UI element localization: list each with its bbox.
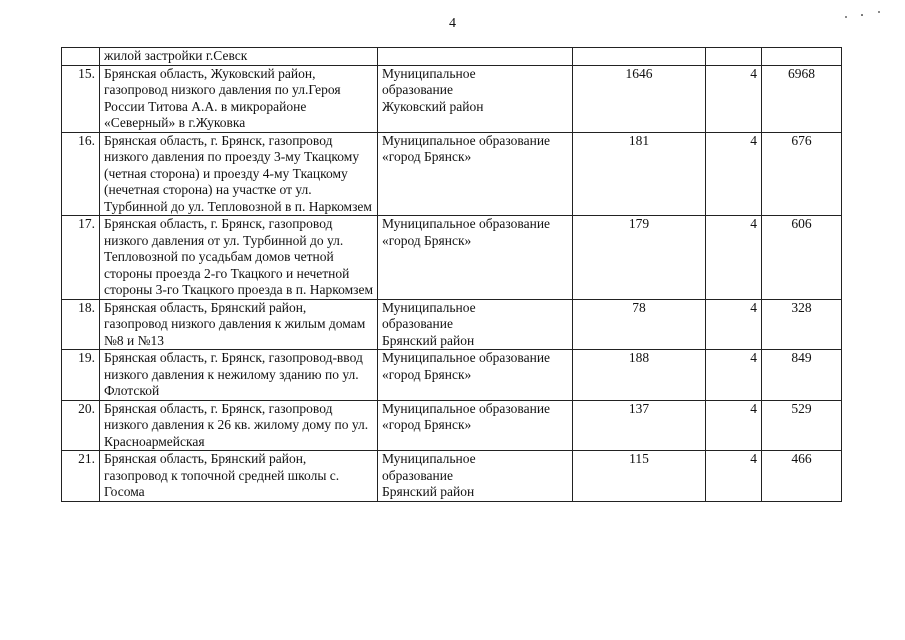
cell-pressure: 4	[706, 350, 762, 401]
table-body	[62, 48, 842, 502]
cell-address: жилой застройки г.Севск	[100, 48, 378, 66]
cell-num: 19.	[62, 350, 100, 401]
cell-address: Брянская область, г. Брянск, газопровод низкого давления по проезду 3-му Ткацкому (четная сторона) и проезду 4-му Ткацкому (нечетная сторона) на участке от ул. Турбинной до ул. Тепловозной в п. Наркомзем	[100, 132, 378, 216]
cell-cost: 529	[762, 400, 842, 451]
cell-num: 15.	[62, 65, 100, 132]
cell-length: 137	[573, 400, 706, 451]
cell-num: 17.	[62, 216, 100, 300]
cell-address: Брянская область, Брянский район, газопровод низкого давления к жилым домам №8 и №13	[100, 299, 378, 350]
cell-length: 115	[573, 451, 706, 502]
cell-pressure: 4	[706, 216, 762, 300]
cell-municipality: Муниципальное образование «город Брянск»	[378, 216, 573, 300]
table-row	[62, 299, 842, 350]
cell-num: 16.	[62, 132, 100, 216]
municipality-text: Муниципальное образование Брянский район	[382, 299, 476, 348]
cell-pressure: 4	[706, 65, 762, 132]
cell-cost: 328	[762, 299, 842, 350]
cell-pressure: 4	[706, 299, 762, 350]
cell-municipality: Муниципальное образование «город Брянск»	[378, 400, 573, 451]
cell-cost: 6968	[762, 65, 842, 132]
cell-address: Брянская область, Жуковский район, газопровод низкого давления по ул.Героя России Титова А.А. в микрорайоне «Северный» в г.Жуковка	[100, 65, 378, 132]
cell-length: 181	[573, 132, 706, 216]
cell-municipality	[378, 65, 573, 132]
table-row	[62, 350, 842, 401]
cell-pressure: 4	[706, 400, 762, 451]
table-row-continuation	[62, 48, 842, 66]
cell-municipality	[378, 299, 573, 350]
cell-municipality: Муниципальное образование «город Брянск»	[378, 132, 573, 216]
cell-pressure	[706, 48, 762, 66]
table-row	[62, 216, 842, 300]
cell-municipality: Муниципальное образование «город Брянск»	[378, 350, 573, 401]
table-row	[62, 451, 842, 502]
cell-length: 179	[573, 216, 706, 300]
cell-length: 188	[573, 350, 706, 401]
cell-address: Брянская область, Брянский район, газопровод к топочной средней школы с. Госома	[100, 451, 378, 502]
cell-length: 1646	[573, 65, 706, 132]
cell-address: Брянская область, г. Брянск, газопровод низкого давления к 26 кв. жилому дому по ул. Красноармейская	[100, 400, 378, 451]
gas-pipeline-register-table	[61, 47, 842, 502]
table-row	[62, 132, 842, 216]
cell-municipality	[378, 48, 573, 66]
cell-address: Брянская область, г. Брянск, газопровод-ввод низкого давления к нежилому зданию по ул. Флотской	[100, 350, 378, 401]
cell-length	[573, 48, 706, 66]
cell-num: 20.	[62, 400, 100, 451]
cell-cost	[762, 48, 842, 66]
cell-cost: 466	[762, 451, 842, 502]
cell-cost: 606	[762, 216, 842, 300]
table-row	[62, 400, 842, 451]
cell-pressure: 4	[706, 451, 762, 502]
cell-num: 18.	[62, 299, 100, 350]
table-row	[62, 65, 842, 132]
municipality-text: Муниципальное образование Брянский район	[382, 451, 476, 499]
cell-municipality	[378, 451, 573, 502]
scan-speck	[861, 14, 863, 16]
municipality-text: Муниципальное образование Жуковский район	[382, 65, 484, 114]
cell-cost: 849	[762, 350, 842, 401]
cell-pressure: 4	[706, 132, 762, 216]
cell-cost: 676	[762, 132, 842, 216]
cell-address: Брянская область, г. Брянск, газопровод низкого давления от ул. Турбинной до ул. Тепловозной по усадьбам домов четной стороны проезда 2-го Ткацкого и нечетной стороны 3-го Ткацкого проезда в п. Наркомзем	[100, 216, 378, 300]
cell-length: 78	[573, 299, 706, 350]
cell-num	[62, 48, 100, 66]
cell-num: 21.	[62, 451, 100, 502]
scan-speck	[845, 16, 847, 18]
page-number: 4	[449, 16, 456, 31]
scan-speck	[878, 11, 880, 13]
